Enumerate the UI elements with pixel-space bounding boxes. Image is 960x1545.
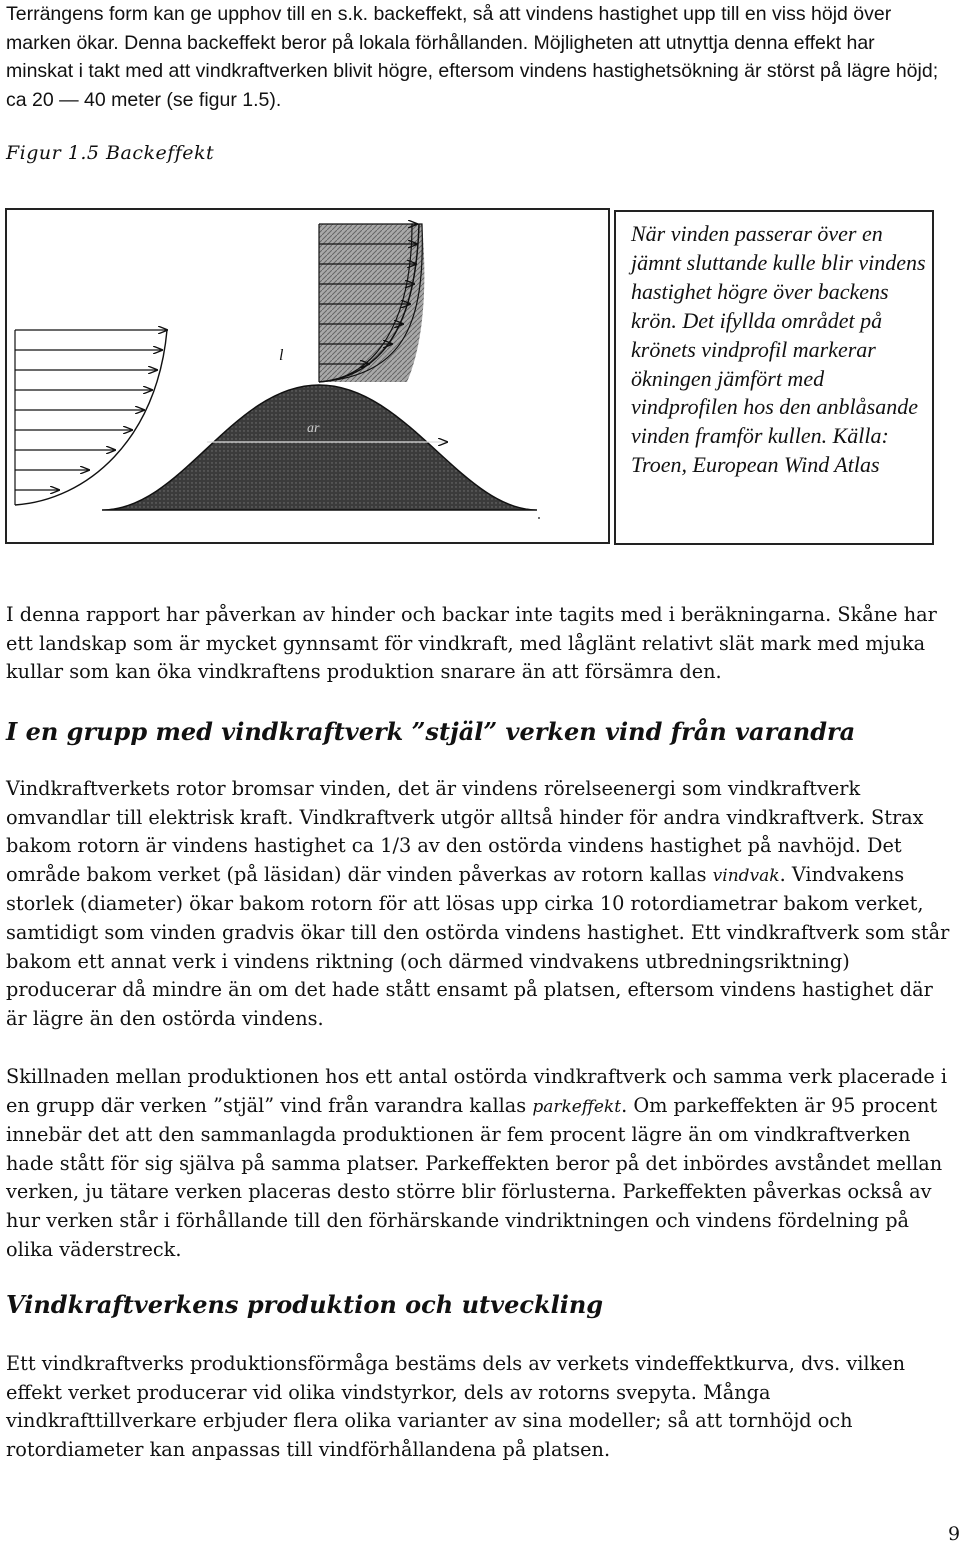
crest-wind-profile: [319, 224, 424, 382]
paragraph-2: [6, 775, 958, 1033]
figure-caption: Figur 1.5 Backeffekt: [6, 142, 215, 164]
paragraph-1: I denna rapport har påverkan av hinder och backar inte tagits med i beräkningarna. Skåne har ett landskap som är mycket gynnsamt för vindkraft, med låglänt relativt slät mark med mjuka kullar som kan öka vindkraftens produktion snarare än att försämra den.: [6, 603, 937, 684]
figure-description-box: [614, 210, 934, 545]
speck: [538, 517, 540, 519]
upwind-wind-profile: [15, 330, 167, 505]
figure-illustration: [5, 208, 610, 544]
height-label: l: [279, 347, 284, 364]
paragraph-3-text: Skillnaden mellan produktionen hos ett antal ostörda vindkraftverk och samma verk placerade i en grupp där verken ”stjäl” vind från varandra kallas: [6, 1065, 948, 1117]
heading-park-effect: I en grupp med vindkraftverk ”stjäl” verken vind från varandra: [6, 717, 856, 746]
paragraph-4: Ett vindkraftverks produktionsförmåga bestäms dels av verkets vindeffektkurva, dvs. vilken effekt verket producerar vid olika vindstyrkor, dels av rotorns svepyta. Många vindkrafttillverkare erbjuder flera olika varianter av sina modeller; så att tornhöjd och rotordiameter kan anpassas till vindförhållandena på platsen.: [6, 1352, 906, 1461]
intro-paragraph: Terrängens form kan ge upphov till en s.k. backeffekt, så att vindens hastighet upp till en viss höjd över marken ökar. Denna backeffekt beror på lokala förhållanden. Möjligheten att utnyttja denna effekt har minskat i takt med att vindkraftverken blivit högre, eftersom vindens hastighetsökning är störst på lägre höjd; ca 20 — 40 meter (se figur 1.5).: [6, 3, 939, 111]
page-number: 9: [948, 1523, 960, 1545]
paragraph-3-text-cont: . Om parkeffekten är 95 procent innebär det att den sammanlagda produktionen är fem procent lägre än om vindkraftverken hade stått för sig själva på samma platser. Parkeffekten beror på det inbördes avståndet mellan verken, ju tätare verken placeras desto större blir förlusterna. Parkeffekten påverkas också av hur verken står i förhållande till den förhärskande vindriktningen och vindens fördelning på olika väderstreck.: [6, 1093, 943, 1261]
hill-shape: [102, 385, 537, 510]
figure-description: När vinden passerar över en jämnt sluttande kulle blir vindens hastighet högre över backens krön. Det ifyllda området på krönets vindprofil markerar ökningen jämfört med vindprofilen hos den anblåsande vinden framför kullen. Källa: Troen, European Wind Atlas: [631, 221, 926, 478]
paragraph-2-text-cont: . Vindvakens storlek (diameter) ökar bakom rotorn för att lösas upp cirka 10 rotordiametrar bakom verket, samtidigt som vinden gradvis ökar till den ostörda vindens hastighet. Ett vindkraftverk som står bakom ett annat verk i vindens riktning (och därmed vindvakens utbredningsriktning) producerar då mindre än om det hade stått ensamt på platsen, eftersom vindens hastighet där är lägre än den ostörda vindens.: [6, 862, 950, 1030]
term-parkeffekt: parkeffekt: [532, 1096, 622, 1117]
heading-production: Vindkraftverkens produktion och utveckling: [6, 1290, 604, 1319]
term-vindvak: vindvak: [712, 865, 780, 886]
paragraph-2-text: Vindkraftverkets rotor bromsar vinden, det är vindens rörelseenergi som vindkraftverk omvandlar till elektrisk kraft. Vindkraftverk utgör alltså hinder för andra vindkraftverk. Strax bakom rotorn är vindens hastighet ca 1/3 av den ostörda vindens hastighet på navhöjd. Det område bakom verket (på läsidan) där vinden påverkas av rotorn kallas: [6, 777, 924, 886]
hill-wind-profile-diagram: [7, 210, 612, 546]
paragraph-3: [6, 1063, 958, 1264]
hill-label: ar: [307, 421, 320, 436]
